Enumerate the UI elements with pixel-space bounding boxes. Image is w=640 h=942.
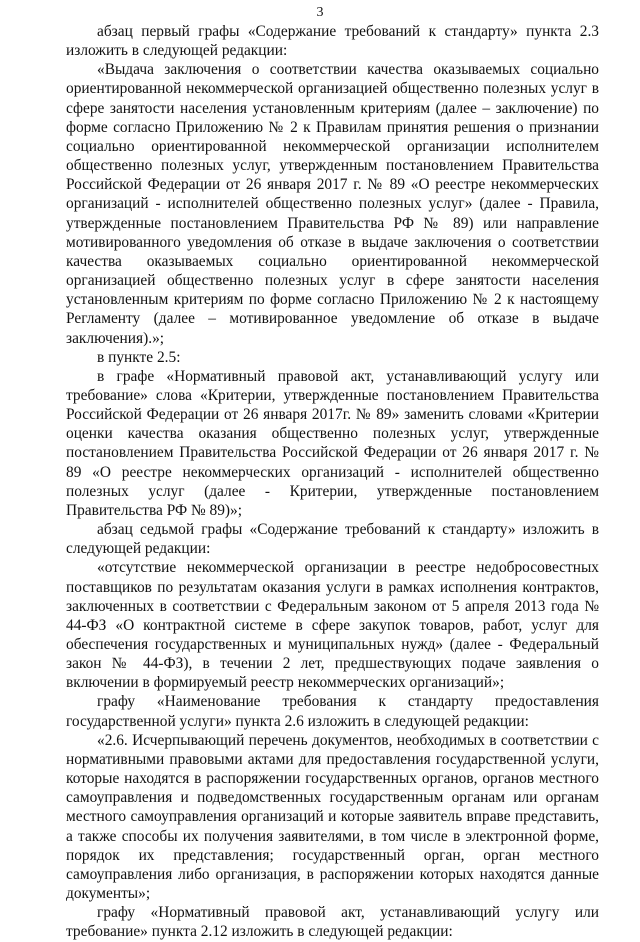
paragraph-amend-7th-text: «отсутствие некоммерческой организации в реестре недобросовестных поставщиков по результатам оказания услуги в рамках исполнения контрактов, заключенных в соответствии с Федеральным законом от 5 апреля 2013 года № 44-ФЗ «О контрактной системе в сфере закупок товаров, работ, услуг для обеспечения государственных и муниципальных нужд» (далее - Федеральный закон № 44-ФЗ), в течении 2 лет, предшествующих подаче заявления о включении в формируемый реестр некоммерческих организаций»; <box>66 559 599 692</box>
document-body <box>66 22 599 942</box>
paragraph-point-2-5: в пункте 2.5: <box>97 348 181 366</box>
paragraph-amend-2-6-intro: графу «Наименование требования к стандарту предоставления государственной услуги» пункта 2.6 изложить в следующей редакции: <box>66 693 599 730</box>
page-number: 3 <box>316 5 324 20</box>
paragraph-amend-2-3-text: «Выдача заключения о соответствии качества оказываемых социально ориентированной некоммерческой организацией общественно полезных услуг в сфере занятости населения установленным критериям (далее – заключение) по форме согласно Приложению № 2 к Правилам принятия решения о признании социально ориентированной некоммерческой организации исполнителем общественно полезных услуг, утвержденным постановлением Правительства Российской Федерации от 26 января 2017 г. № 89 «О реестре некоммерческих организаций - исполнителей общественно полезных услуг» (далее - Правила, утвержденные постановлением Правительства РФ № 89) или направление мотивированного уведомления об отказе в выдаче заключения о соответствии качества оказываемых социально ориентированной некоммерческой организацией общественно полезных услуг в сфере занятости населения установленным критериям по форме согласно Приложению № 2 к настоящему Регламенту (далее – мотивированное уведомление об отказе в выдаче заключения).»; <box>66 61 599 347</box>
paragraph-amend-2-12-intro: графу «Нормативный правовой акт, устанавливающий услугу или требование» пункта 2.12 изложить в следующей редакции: <box>66 904 599 941</box>
paragraph-amend-2-3-intro: абзац первый графы «Содержание требований к стандарту» пункта 2.3 изложить в следующей редакции: <box>66 23 599 60</box>
paragraph-amend-2-6-text: «2.6. Исчерпывающий перечень документов, необходимых в соответствии с нормативными правовыми актами для предоставления государственной услуги, которые находятся в распоряжении государственных органов, органов местного самоуправления и подведомственных государственным органам или органам местного самоуправления организаций и которые заявитель вправе представить, а также способы их получения заявителями, в том числе в электронной форме, порядок их представления; государственный орган, орган местного самоуправления либо организация, в распоряжении которых находятся данные документы»; <box>66 731 599 903</box>
paragraph-amend-2-5-text: в графе «Нормативный правовой акт, устанавливающий услугу или требование» слова «Критерии, утвержденные постановлением Правительства Российской Федерации от 26 января 2017г. № 89» заменить словами «Критерии оценки качества оказания общественно полезных услуг, утвержденные постановлением Правительства Российской Федерации от 26 января 2017 г. № 89 «О реестре некоммерческих организаций - исполнителей общественно полезных услуг (далее - Критерии, утвержденные постановлением Правительства РФ № 89)»; <box>66 367 599 519</box>
paragraph-amend-7th-intro: абзац седьмой графы «Содержание требований к стандарту» изложить в следующей редакции: <box>66 521 599 558</box>
